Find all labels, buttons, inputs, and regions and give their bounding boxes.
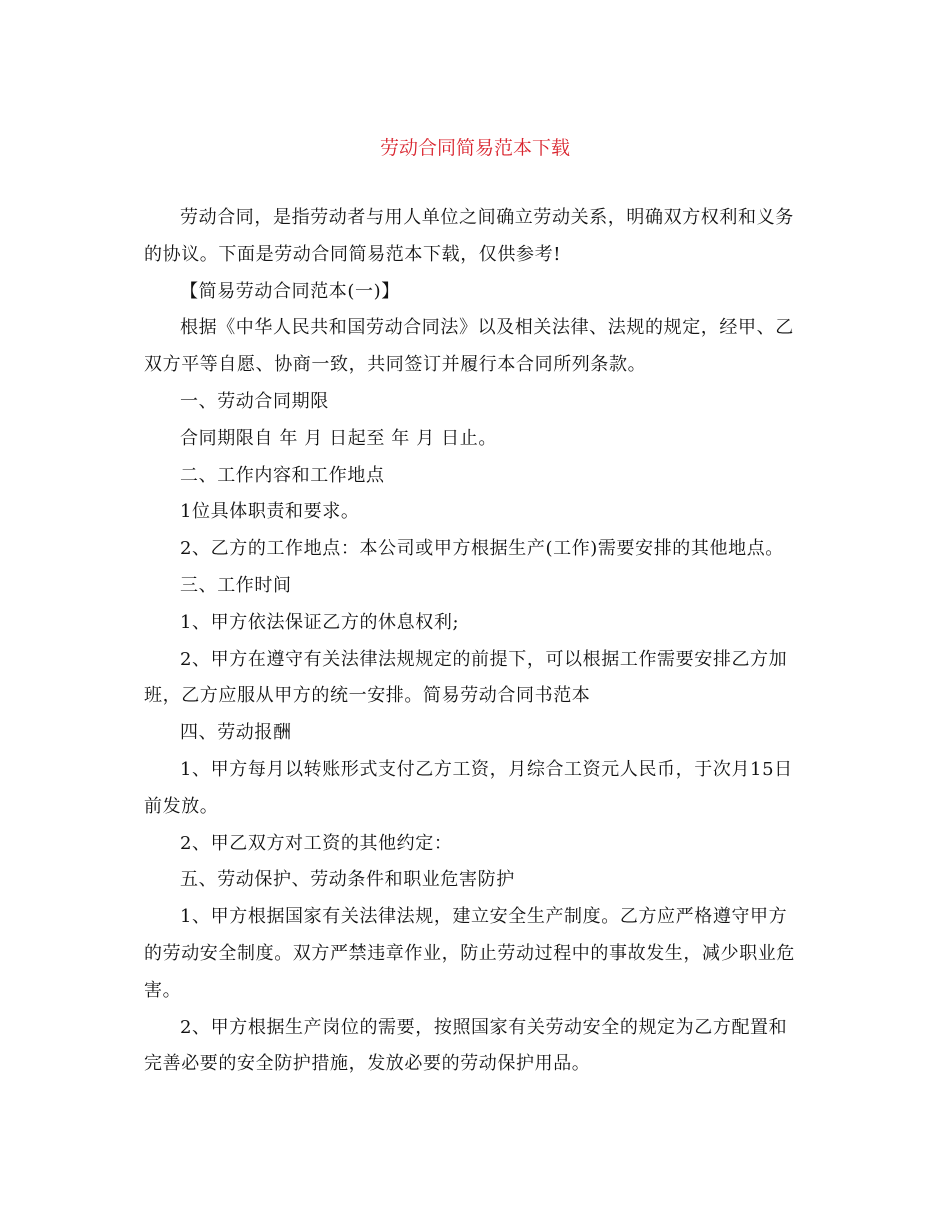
document-body [144, 200, 804, 1083]
document-title: 劳动合同简易范本下载 [379, 137, 570, 159]
paragraph-duties: 1位具体职责和要求。 [180, 501, 360, 523]
paragraph-intro: 劳动合同，是指劳动者与用人单位之间确立劳动关系，明确双方权利和义务的协议。下面是劳动合同简易范本下载，仅供参考! [144, 207, 794, 265]
paragraph-heading-5: 五、劳动保护、劳动条件和职业危害防护 [180, 869, 515, 891]
paragraph-safety-equipment: 2、甲方根据生产岗位的需要，按照国家有关劳动安全的规定为乙方配置和完善必要的安全防护措施，发放必要的劳动保护用品。 [144, 1016, 788, 1075]
paragraph-term: 合同期限自 年 月 日起至 年 月 日止。 [180, 427, 497, 449]
paragraph-safety-system: 1、甲方根据国家有关法律法规，建立安全生产制度。乙方应严格遵守甲方的劳动安全制度。双方严禁违章作业，防止劳动过程中的事故发生，减少职业危害。 [144, 906, 795, 1001]
paragraph-heading-2: 二、工作内容和工作地点 [180, 464, 385, 486]
paragraph-rest-rights: 1、甲方依法保证乙方的休息权利; [180, 611, 460, 633]
paragraph-workplace: 2、乙方的工作地点：本公司或甲方根据生产(工作)需要安排的其他地点。 [180, 538, 784, 560]
paragraph-heading-4: 四、劳动报酬 [180, 722, 292, 744]
paragraph-salary-other: 2、甲乙双方对工资的其他约定： [180, 832, 453, 854]
paragraph-section-heading: 【简易劳动合同范本(一)】 [180, 280, 400, 302]
paragraph-overtime: 2、甲方在遵守有关法律法规规定的前提下，可以根据工作需要安排乙方加班，乙方应服从甲方的统一安排。简易劳动合同书范本 [144, 648, 788, 707]
paragraph-heading-1: 一、劳动合同期限 [180, 390, 329, 412]
paragraph-preamble: 根据《中华人民共和国劳动合同法》以及相关法律、法规的规定，经甲、乙双方平等自愿、协商一致，共同签订并履行本合同所列条款。 [144, 317, 794, 376]
paragraph-heading-3: 三、工作时间 [180, 574, 292, 596]
paragraph-salary: 1、甲方每月以转账形式支付乙方工资，月综合工资元人民币，于次月15日前发放。 [144, 758, 793, 817]
